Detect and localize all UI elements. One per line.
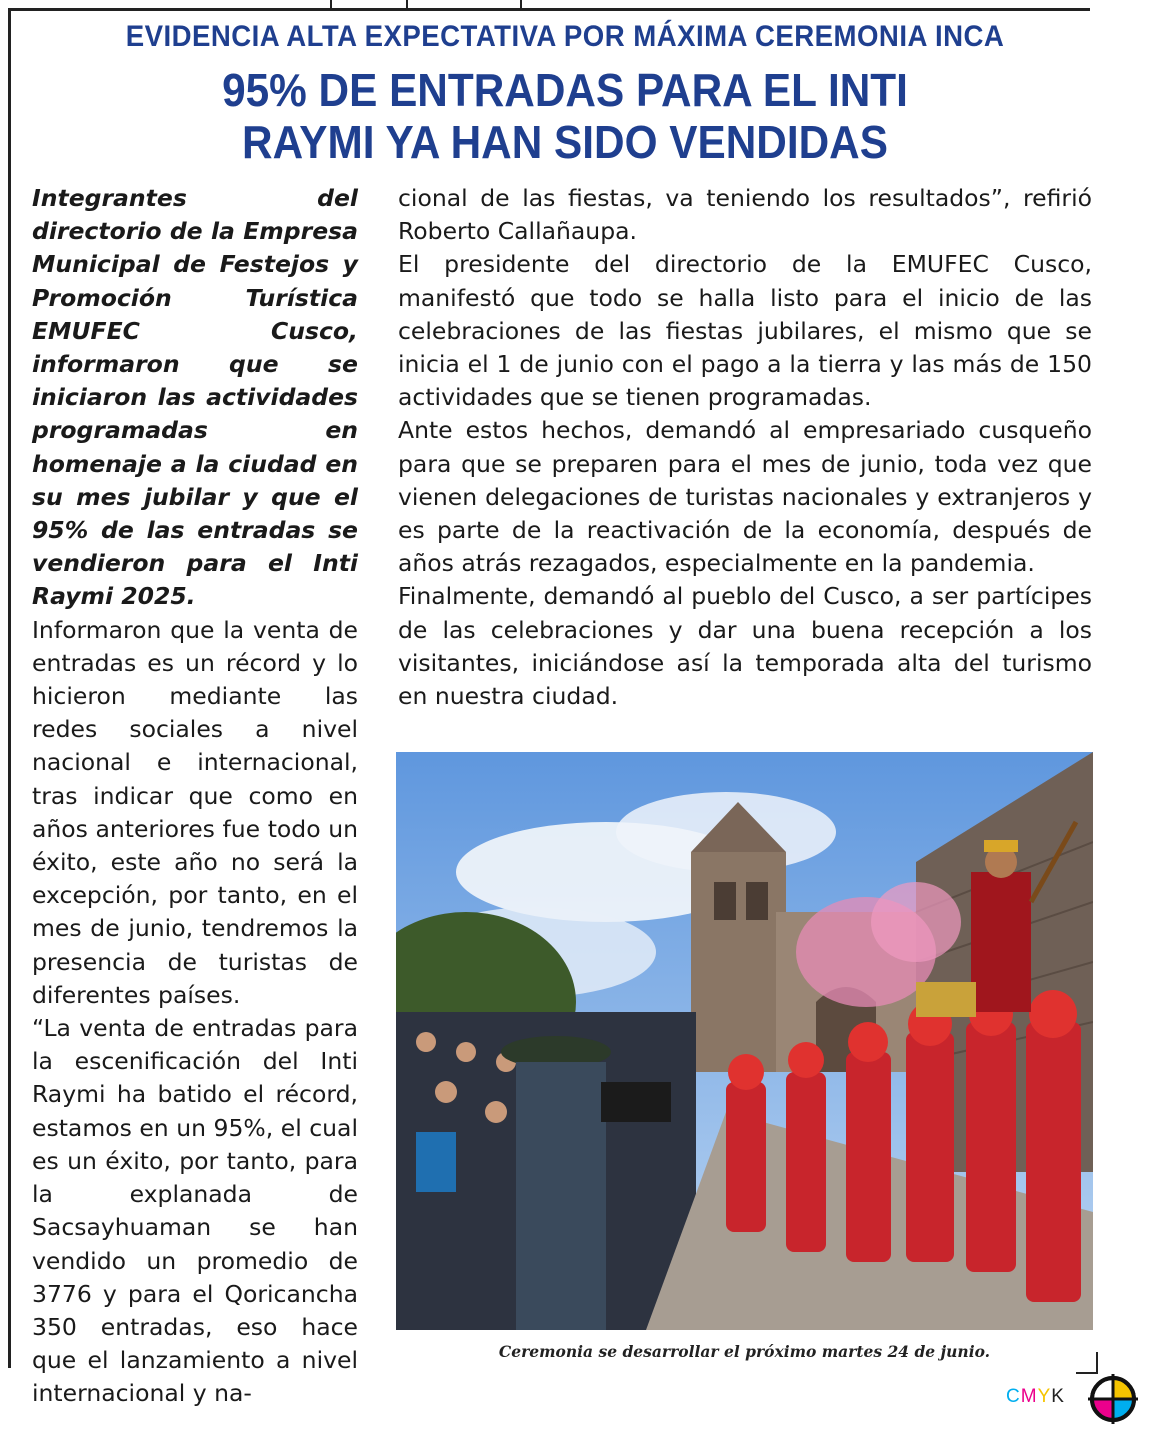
left-rule	[8, 8, 11, 1368]
cmyk-k: K	[1051, 1386, 1065, 1407]
article-kicker: EVIDENCIA ALTA EXPECTATIVA POR MÁXIMA CEREMONIA INCA	[125, 20, 1005, 53]
article-headline	[100, 64, 1029, 168]
body-paragraph: Ante estos hechos, demandó al empresariado cusqueño para que se preparen para el mes de junio, toda vez que vienen delegaciones de turistas nacionales y extranjeros y es parte de la reactivación de la economía, después de años atrás rezagados, especialmente en la pandemia.	[398, 416, 1092, 578]
top-tick	[406, 0, 408, 8]
cmyk-m: M	[1020, 1386, 1038, 1407]
top-tick	[330, 0, 332, 8]
cmyk-y: Y	[1037, 1386, 1052, 1407]
cmyk-mark	[1006, 1386, 1065, 1408]
cmyk-c: C	[1006, 1386, 1021, 1407]
body-paragraph: El presidente del directorio de la EMUFEC Cusco, manifestó que todo se halla listo para el inicio de las celebraciones de las fiestas jubilares, el mismo que se inicia el 1 de junio con el pago a la tierra y las más de 150 actividades que se tienen programadas.	[398, 250, 1092, 412]
body-paragraph: cional de las fiestas, va teniendo los resultados”, refirió Roberto Callañaupa.	[398, 184, 1092, 246]
headline-line-1: 95% DE ENTRADAS PARA EL INTI	[222, 64, 908, 116]
left-column	[32, 182, 358, 1411]
top-tick	[520, 0, 522, 8]
ceremony-photo-illustration	[396, 752, 1093, 1330]
lead-paragraph: Integrantes del directorio de la Empresa Municipal de Festejos y Promoción Turística EMUFEC Cusco, informaron que se iniciaron las actividades programadas en homenaje a la ciudad en su mes jubilar y que el 95% de las entradas se vendieron para el Inti Raymi 2025.	[32, 184, 358, 611]
right-column	[398, 182, 1092, 713]
photo-caption: Ceremonia se desarrollar el próximo martes 24 de junio.	[498, 1342, 991, 1361]
top-rule	[8, 8, 1090, 11]
crop-mark	[1076, 1352, 1098, 1374]
body-paragraph: Informaron que la venta de entradas es un récord y lo hicieron mediante las redes sociales a nivel nacional e internacional, tras indicar que como en años anteriores fue todo un éxito, este año no será la excepción, por tanto, en el mes de junio, tendremos la presencia de turistas de diferentes países.	[32, 615, 358, 1009]
body-paragraph: Finalmente, demandó al pueblo del Cusco, a ser partícipes de las celebraciones y dar una buena recepción a los visitantes, iniciándose así la temporada alta del turismo en nuestra ciudad.	[398, 582, 1092, 711]
ceremony-photo	[396, 752, 1093, 1330]
headline-line-2: RAYMI YA HAN SIDO VENDIDAS	[242, 116, 888, 168]
registration-mark-icon	[1088, 1374, 1138, 1424]
body-paragraph: “La venta de entradas para la escenificación del Inti Raymi ha batido el récord, estamos en un 95%, el cual es un éxito, por tanto, para la explanada de Sacsayhuaman se han vendido un promedio de 3776 y para el Qoricancha 350 entradas, eso hace que el lanzamiento a nivel internacional y na-	[32, 1014, 358, 1408]
